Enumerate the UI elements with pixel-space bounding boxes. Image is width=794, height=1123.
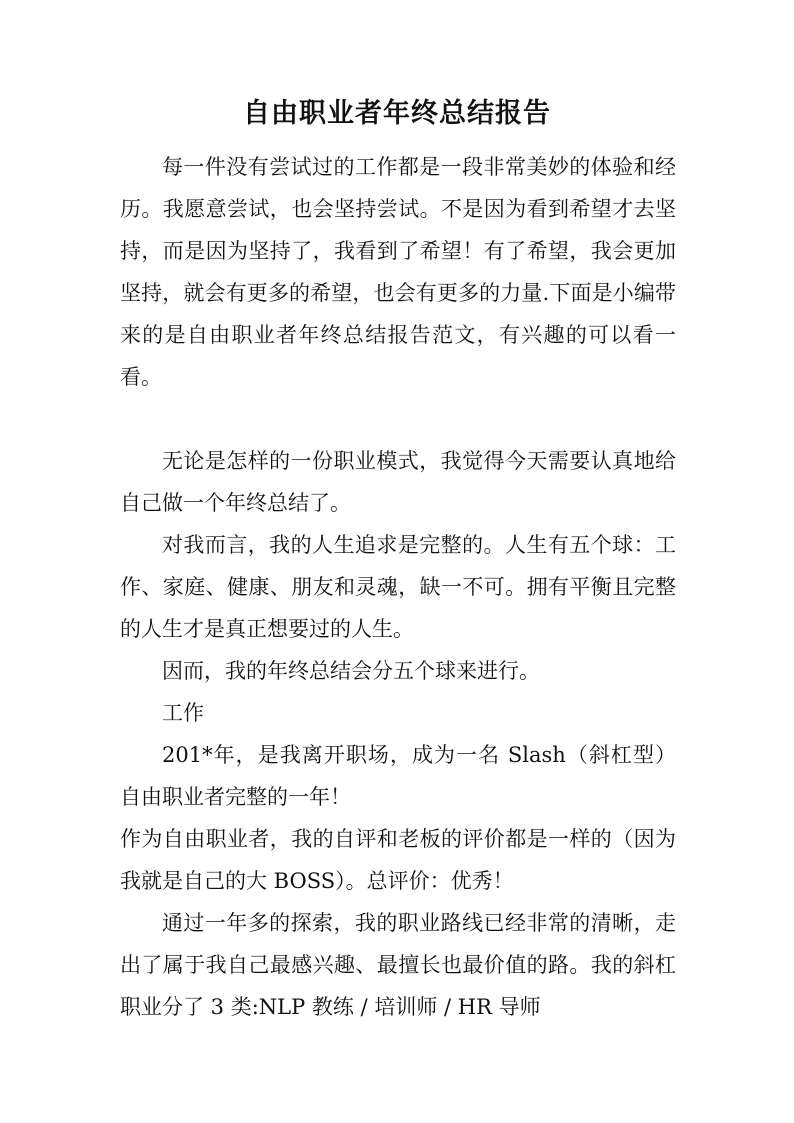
paragraph-intro: 每一件没有尝试过的工作都是一段非常美妙的体验和经历。我愿意尝试，也会坚持尝试。不是因为看到希望才去坚持，而是因为坚持了，我看到了希望！有了希望，我会更加坚持，就会有更多的希望，也会有更多的力量.下面是小编带来的是自由职业者年终总结报告范文，有兴趣的可以看一看。: [120, 155, 676, 389]
paragraph-career-path: 通过一年多的探索，我的职业路线已经非常的清晰，走出了属于我自己最感兴趣、最擅长也最价值的路。我的斜杠职业分了 3 类:NLP 教练 / 培训师 / HR 导师: [120, 911, 676, 1019]
paragraph-slash-year: 201*年，是我离开职场，成为一名 Slash（斜杠型）自由职业者完整的一年！: [120, 743, 676, 809]
document-body: [120, 146, 676, 1028]
paragraph-life-balls: 对我而言，我的人生追求是完整的。人生有五个球：工作、家庭、健康、朋友和灵魂，缺一不可。拥有平衡且完整的人生才是真正想要过的人生。: [120, 533, 676, 641]
paragraph-self-evaluation: 作为自由职业者，我的自评和老板的评价都是一样的（因为我就是自己的大 BOSS）。总评价：优秀！: [120, 827, 676, 893]
document-title: 自由职业者年终总结报告: [243, 98, 551, 129]
section-heading-work: 工作: [162, 701, 204, 725]
paragraph-five-balls: 因而，我的年终总结会分五个球来进行。: [162, 659, 540, 683]
paragraph-summary-reason: 无论是怎样的一份职业模式，我觉得今天需要认真地给自己做一个年终总结了。: [120, 449, 676, 515]
